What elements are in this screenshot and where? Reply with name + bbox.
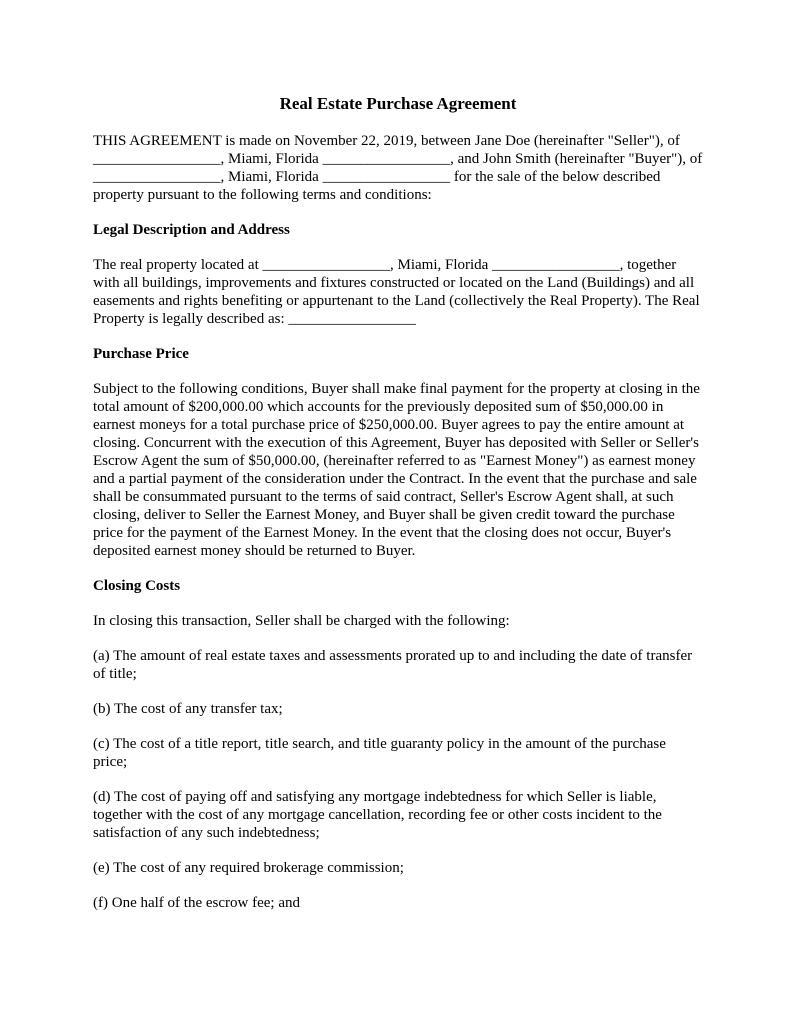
paragraph: In closing this transaction, Seller shall be charged with the following: [93,613,510,629]
document-body [93,93,703,929]
section-heading: Closing Costs [93,578,181,594]
list-item: (c) The cost of a title report, title search, and title guaranty policy in the amount of the purchase price; [93,736,666,770]
section-heading: Legal Description and Address [93,222,290,238]
list-item: (f) One half of the escrow fee; and [93,895,300,911]
list-item: (d) The cost of paying off and satisfying any mortgage indebtedness for which Seller is liable, together with the cost of any mortgage cancellation, recording fee or other costs incident to the satisfaction of any such indebtedness; [93,789,662,841]
list-item: (b) The cost of any transfer tax; [93,701,283,717]
list-item: (e) The cost of any required brokerage commission; [93,860,404,876]
paragraph: The real property located at _________________, Miami, Florida _________________, together with all buildings, improvements and fixtures constructed or located on the Land (Buildings) and all easements and rights benefiting or appurtenant to the Land (collectively the Real Property). The Real Property is legally described as: _________________ [93,257,700,327]
paragraph: Subject to the following conditions, Buyer shall make final payment for the property at closing in the total amount of $200,000.00 which accounts for the previously deposited sum of $50,000.00 in earnest moneys for a total purchase price of $250,000.00. Buyer agrees to pay the entire amount at closing. Concurrent with the execution of this Agreement, Buyer has deposited with Seller or Seller's Escrow Agent the sum of $50,000.00, (hereinafter referred to as "Earnest Money") as earnest money and a partial payment of the consideration under the Contract. In the event that the purchase and sale shall be consummated pursuant to the terms of said contract, Seller's Escrow Agent shall, at such closing, deliver to Seller the Earnest Money, and Buyer shall be given credit toward the purchase price for the payment of the Earnest Money. In the event that the closing does not occur, Buyer's deposited earnest money should be returned to Buyer. [93,381,700,559]
section-closing-costs [93,577,703,912]
list-item: (a) The amount of real estate taxes and assessments prorated up to and including the date of transfer of title; [93,648,693,682]
section-heading: Purchase Price [93,346,189,362]
document-title: Real Estate Purchase Agreement [279,94,517,113]
section-purchase-price [93,345,703,560]
intro-paragraph: THIS AGREEMENT is made on November 22, 2019, between Jane Doe (hereinafter "Seller"), of _________________, Miami, Florida _________________, and John Smith (hereinafter "Buyer"), of _________________, Miami, Florida _________________ for the sale of the below described property pursuant to the following terms and conditions: [93,133,703,203]
section-legal-description [93,221,703,328]
